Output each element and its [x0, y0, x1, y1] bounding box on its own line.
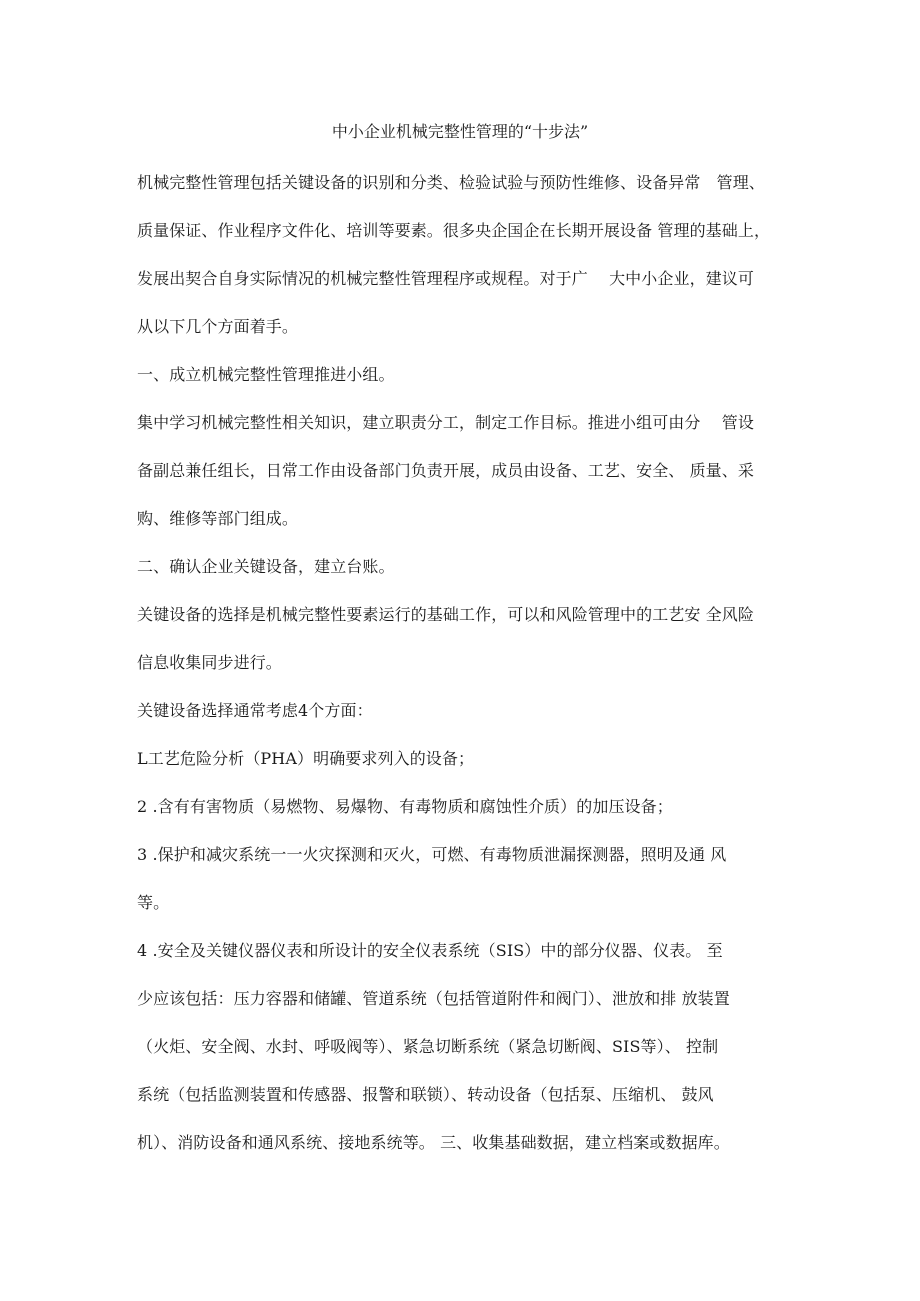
list-item-4-cont-1: 少应该包括：压力容器和储罐、管道系统（包括管道附件和阀门）、泄放和排 放装置 — [137, 989, 730, 1008]
paragraph-line-7: 购、维修等部门组成。 — [137, 509, 299, 528]
paragraph-line-9: 信息收集同步进行。 — [137, 653, 282, 672]
section-heading-1: 一、成立机械完整性管理推进小组。 — [137, 365, 395, 384]
list-item-4: 4 .安全及关键仪器仪表和所设计的安全仪表系统（SIS）中的部分仪器、仪表。 至 — [137, 941, 723, 960]
paragraph-line-6: 备副总兼任组长，日常工作由设备部门负责开展，成员由设备、工艺、安全、 质量、采 — [137, 461, 754, 480]
list-item-4-cont-2: （火炬、安全阀、水封、呼吸阀等）、紧急切断系统（紧急切断阀、SIS等）、 控制 — [137, 1037, 719, 1056]
section-heading-2: 二、确认企业关键设备，建立台账。 — [137, 557, 395, 576]
document-title: 中小企业机械完整性管理的“十步法” — [331, 122, 589, 141]
paragraph-line-5: 集中学习机械完整性相关知识，建立职责分工，制定工作目标。推进小组可由分 管设 — [137, 413, 754, 432]
paragraph-line-8: 关键设备的选择是机械完整性要素运行的基础工作，可以和风险管理中的工艺安 全风险 — [137, 605, 754, 624]
paragraph-line-4: 从以下几个方面着手。 — [137, 317, 299, 336]
paragraph-line-3: 发展出契合自身实际情况的机械完整性管理程序或规程。对于广 大中小企业，建议可 — [137, 269, 754, 288]
paragraph-line-10: 关键设备选择通常考虑4个方面： — [137, 701, 373, 720]
list-item-2: 2 .含有有害物质（易燃物、易爆物、有毒物质和腐蚀性介质）的加压设备； — [137, 797, 673, 816]
paragraph-line-2: 质量保证、作业程序文件化、培训等要素。很多央企国企在长期开展设备 管理的基础上， — [137, 221, 771, 240]
list-item-4-cont-4: 机）、消防设备和通风系统、接地系统等。 三、收集基础数据，建立档案或数据库。 — [137, 1133, 730, 1152]
list-item-1: L工艺危险分析（PHA）明确要求列入的设备； — [137, 749, 475, 768]
list-item-3: 3 .保护和减灾系统一一火灾探测和灭火，可燃、有毒物质泄漏探测器，照明及通 风 — [137, 845, 727, 864]
paragraph-line-1: 机械完整性管理包括关键设备的识别和分类、检验试验与预防性维修、设备异常 管理、 — [137, 173, 765, 192]
list-item-3-cont: 等。 — [137, 893, 170, 912]
list-item-4-cont-3: 系统（包括监测装置和传感器、报警和联锁）、转动设备（包括泵、压缩机、 鼓风 — [137, 1085, 714, 1104]
